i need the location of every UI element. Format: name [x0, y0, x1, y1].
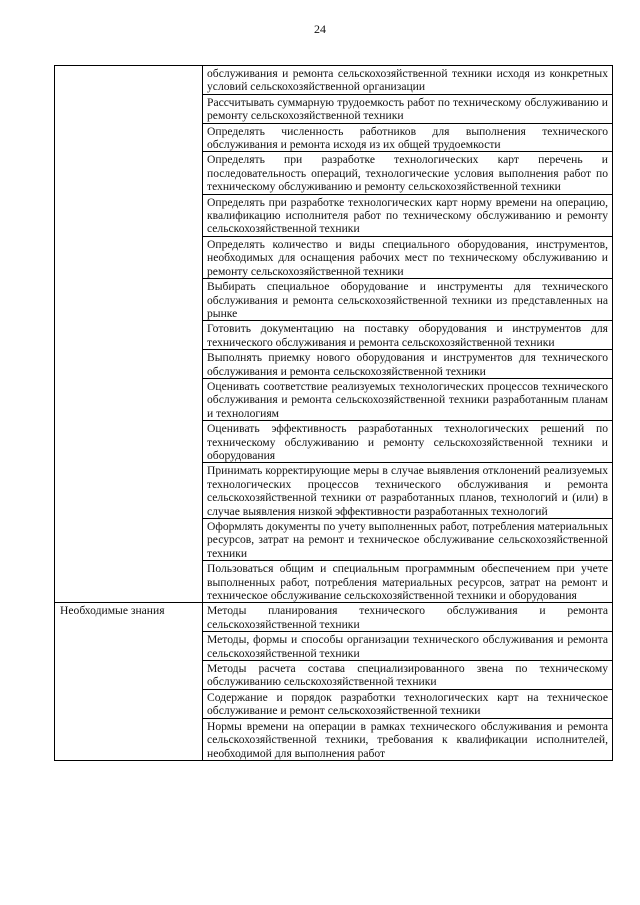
table-cell: Определять при разработке технологических карт перечень и последовательность операций, технологические условия выполнения работ по техническому обслуживанию и ремонту сельскохозяйственной техники	[203, 152, 613, 194]
competency-table	[54, 65, 613, 761]
table-cell: Методы, формы и способы организации технического обслуживания и ремонта сельскохозяйственной техники	[203, 632, 613, 661]
table-cell: Методы расчета состава специализированного звена по техническому обслуживанию сельскохозяйственной техники	[203, 661, 613, 690]
table-cell: Определять при разработке технологических карт норму времени на операцию, квалификацию исполнителя работ по техническому обслуживанию и ремонту сельскохозяйственной техники	[203, 194, 613, 236]
table-row	[55, 603, 613, 632]
table-cell: Оценивать эффективность разработанных технологических решений по техническому обслуживанию и ремонту сельскохозяйственной техники и оборудования	[203, 421, 613, 463]
table-cell: Принимать корректирующие меры в случае выявления отклонений реализуемых технологических процессов технического обслуживания и ремонта сельскохозяйственной техники от разработанных планов, технологий и (или) в случае выявления низкой эффективности разработанных технологий	[203, 463, 613, 519]
skills-label-cell	[55, 66, 203, 603]
table-cell: Рассчитывать суммарную трудоемкость работ по техническому обслуживанию и ремонту сельскохозяйственной техники	[203, 94, 613, 123]
table-cell: Выбирать специальное оборудование и инструменты для технического обслуживания и ремонта сельскохозяйственной техники из представленных на рынке	[203, 279, 613, 321]
table-cell: Содержание и порядок разработки технологических карт на техническое обслуживание и ремонт сельскохозяйственной техники	[203, 689, 613, 718]
table-cell: Методы планирования технического обслуживания и ремонта сельскохозяйственной техники	[203, 603, 613, 632]
table-cell: обслуживания и ремонта сельскохозяйственной техники исходя из конкретных условий сельскохозяйственной организации	[203, 66, 613, 95]
table-cell: Нормы времени на операции в рамках технического обслуживания и ремонта сельскохозяйственной техники, требования к квалификации исполнителей, необходимой для выполнения работ	[203, 718, 613, 760]
table-cell: Пользоваться общим и специальным программным обеспечением при учете выполненных работ, потребления материальных ресурсов, затрат на ремонт и техническое обслуживание сельскохозяйственной техники и оборудования	[203, 561, 613, 603]
table-row	[55, 66, 613, 95]
table-cell: Определять численность работников для выполнения технического обслуживания и ремонта исходя из их общей трудоемкости	[203, 123, 613, 152]
table-cell: Оформлять документы по учету выполненных работ, потребления материальных ресурсов, затрат на ремонт и техническое обслуживание сельскохозяйственной техники	[203, 519, 613, 561]
page-number: 24	[314, 22, 326, 36]
table-cell: Готовить документацию на поставку оборудования и инструментов для технического обслуживания и ремонта сельскохозяйственной техники	[203, 321, 613, 350]
table-cell: Определять количество и виды специального оборудования, инструментов, необходимых для оснащения рабочих мест по техническому обслуживанию и ремонту сельскохозяйственной техники	[203, 236, 613, 278]
table-cell: Оценивать соответствие реализуемых технологических процессов технического обслуживания и ремонта сельскохозяйственной техники разработанным планам и технологиям	[203, 378, 613, 420]
knowledge-label: Необходимые знания	[55, 603, 203, 760]
table-cell: Выполнять приемку нового оборудования и инструментов для технического обслуживания и ремонта сельскохозяйственной техники	[203, 350, 613, 379]
